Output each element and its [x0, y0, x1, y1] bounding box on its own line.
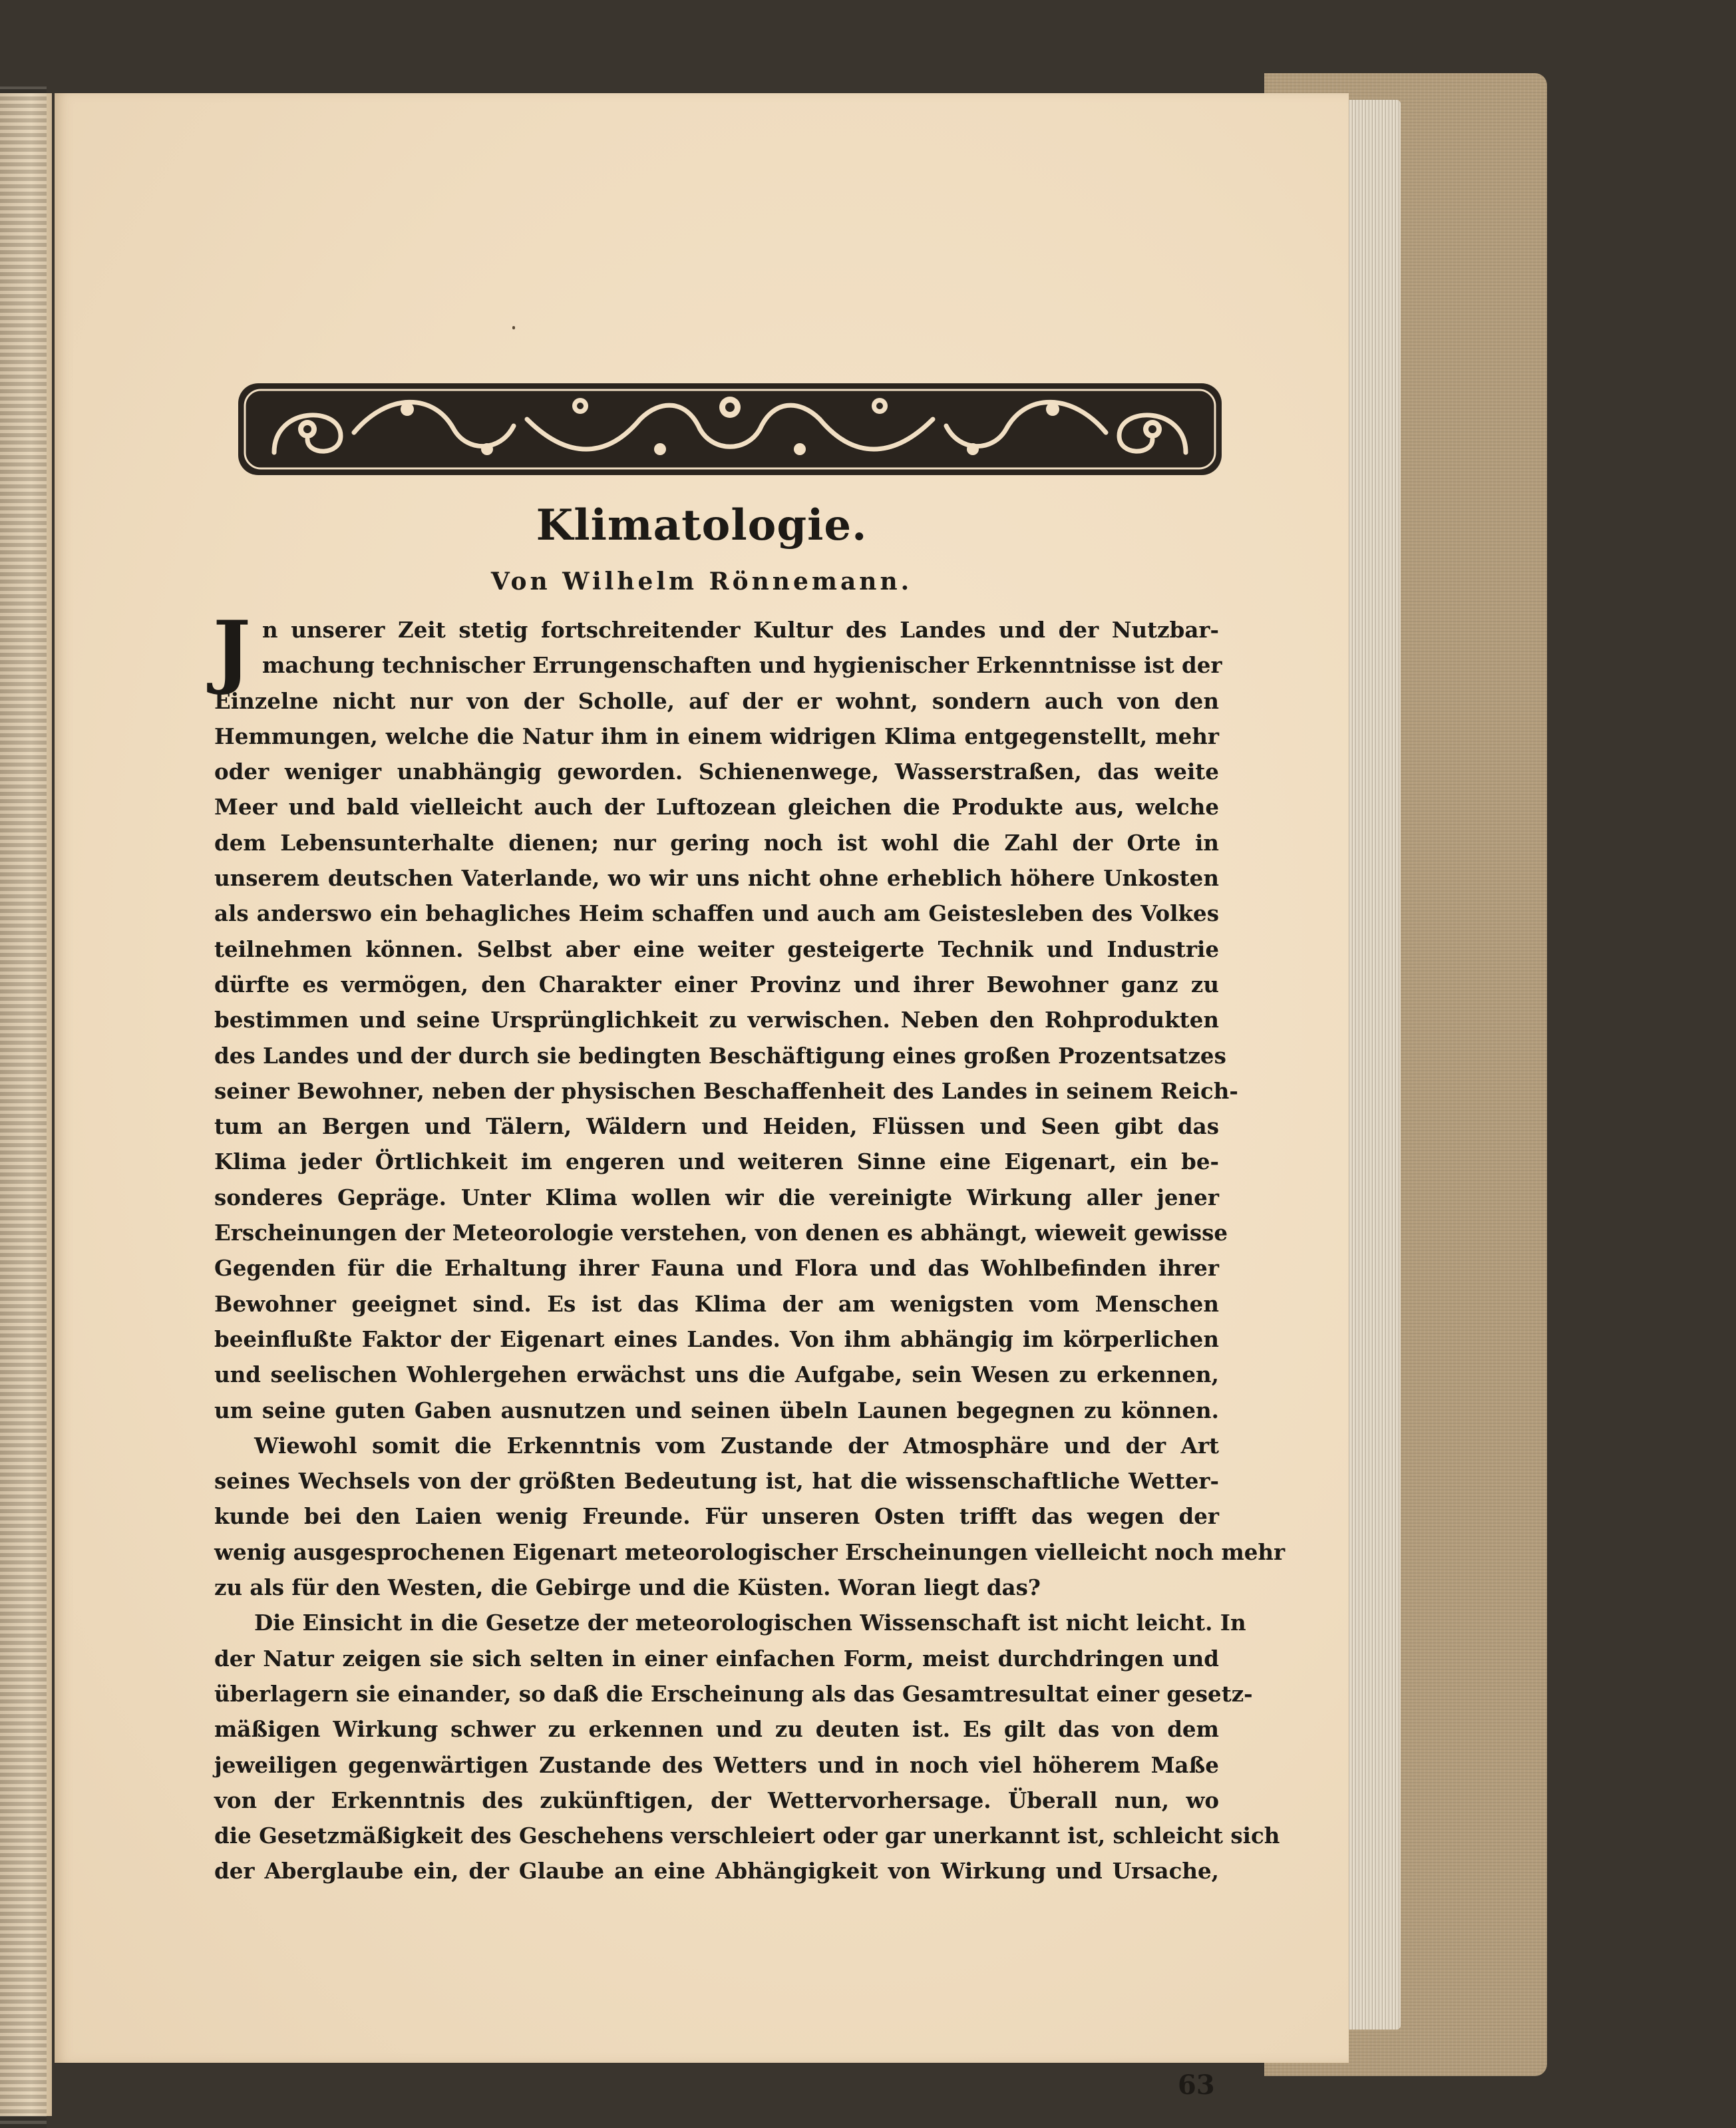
ink-speck — [512, 326, 515, 329]
book-page — [55, 93, 1349, 2101]
body-text — [213, 604, 1286, 1889]
text-line: Bewohner geeignet sind. Es ist das Klima der am wenigsten vom Menschen — [214, 1290, 1219, 1317]
text-line: seines Wechsels von der größten Bedeutung ist, hat die wissenschaftliche Wetter- — [214, 1468, 1219, 1495]
text-line: bestimmen und seine Ursprünglichkeit zu verwischen. Neben den Rohprodukten — [214, 1007, 1219, 1033]
text-line: Einzelne nicht nur von der Scholle, auf der er wohnt, sondern auch von den — [214, 687, 1219, 714]
text-line: dürfte es vermögen, den Charakter einer Provinz und ihrer Bewohner ganz zu — [214, 971, 1219, 997]
text-line: überlagern sie einander, so daß die Erscheinung als das Gesamtresultat einer gesetz- — [214, 1680, 1253, 1707]
text-line: teilnehmen können. Selbst aber eine weiter gesteigerte Technik und Industrie — [214, 936, 1219, 962]
drop-cap: J — [213, 604, 251, 697]
text-line: jeweiligen gegenwärtigen Zustande des Wetters und in noch viel höherem Maße — [214, 1751, 1219, 1778]
text-line: machung technischer Errungenschaften und hygienischer Erkenntnisse ist der — [262, 652, 1222, 679]
text-line: dem Lebensunterhalte dienen; nur gering noch ist wohl die Zahl der Orte in — [214, 829, 1219, 856]
text-line: Erscheinungen der Meteorologie verstehen, von denen es abhängt, wieweit gewisse — [214, 1220, 1228, 1246]
text-line: sonderes Gepräge. Unter Klima wollen wir die vereinigte Wirkung aller jener — [214, 1184, 1219, 1210]
text-line: um seine guten Gaben ausnutzen und seinen übeln Launen begegnen zu können. — [214, 1397, 1219, 1423]
text-line: oder weniger unabhängig geworden. Schienenwege, Wasserstraßen, das weite — [214, 759, 1219, 785]
text-line: und seelischen Wohlergehen erwächst uns die Aufgabe, sein Wesen zu erkennen, — [214, 1361, 1219, 1388]
text-line: unserem deutschen Vaterlande, wo wir uns nicht ohne erheblich höhere Unkosten — [214, 865, 1219, 892]
text-line: tum an Bergen und Tälern, Wäldern und Heiden, Flüssen und Seen gibt das — [214, 1113, 1219, 1140]
paragraph-3 — [214, 1605, 1280, 1888]
article-author: Von Wilhelm Rönnemann. — [490, 568, 913, 596]
text-line: von der Erkenntnis des zukünftigen, der Wettervorhersage. Überall nun, wo — [214, 1787, 1219, 1813]
text-line: seiner Bewohner, neben der physischen Beschaffenheit des Landes in seinem Reich- — [214, 1077, 1238, 1104]
page-edges — [1347, 100, 1401, 2030]
text-line: mäßigen Wirkung schwer zu erkennen und zu deuten ist. Es gilt das von dem — [214, 1716, 1219, 1743]
ornamental-header-band — [234, 379, 1226, 479]
text-line: zu als für den Westen, die Gebirge und die Küsten. Woran liegt das? — [214, 1574, 1041, 1601]
text-line: als anderswo ein behagliches Heim schaffen und auch am Geistesleben des Volkes — [214, 900, 1219, 927]
text-line: die Gesetzmäßigkeit des Geschehens verschleiert oder gar unerkannt ist, schleicht sich — [214, 1823, 1280, 1849]
text-line: der Aberglaube ein, der Glaube an eine Abhängigkeit von Wirkung und Ursache, — [214, 1858, 1219, 1884]
text-line: wenig ausgesprochenen Eigenart meteorologischer Erscheinungen vielleicht noch mehr — [214, 1538, 1286, 1565]
text-line: Die Einsicht in die Gesetze der meteorologischen Wissenschaft ist nicht leicht. In — [254, 1610, 1246, 1636]
paragraph-2 — [214, 1428, 1286, 1605]
paragraph-1 — [213, 604, 1238, 1428]
article-title: Klimatologie. — [536, 500, 868, 550]
text-line: n unserer Zeit stetig fortschreitender Kultur des Landes und der Nutzbar- — [262, 617, 1219, 643]
text-line: des Landes und der durch sie bedingten Beschäftigung eines großen Prozentsatzes — [214, 1042, 1226, 1069]
text-line: Wiewohl somit die Erkenntnis vom Zustande der Atmosphäre und der Art — [254, 1432, 1219, 1459]
facing-page-edge — [0, 87, 47, 2128]
text-line: kunde bei den Laien wenig Freunde. Für unseren Osten trifft das wegen der — [214, 1503, 1219, 1530]
page-number: 63 — [1178, 2069, 1215, 2101]
text-line: Meer und bald vielleicht auch der Luftozean gleichen die Produkte aus, welche — [214, 794, 1219, 820]
text-line: Hemmungen, welche die Natur ihm in einem widrigen Klima entgegenstellt, mehr — [214, 723, 1219, 749]
text-line: beeinflußte Faktor der Eigenart eines Landes. Von ihm abhängig im körperlichen — [214, 1326, 1219, 1352]
text-line: Klima jeder Örtlichkeit im engeren und weiteren Sinne eine Eigenart, ein be- — [214, 1149, 1219, 1175]
text-line: Gegenden für die Erhaltung ihrer Fauna und Flora und das Wohlbefinden ihrer — [214, 1255, 1219, 1282]
text-line: der Natur zeigen sie sich selten in einer einfachen Form, meist durchdringen und — [214, 1645, 1219, 1672]
